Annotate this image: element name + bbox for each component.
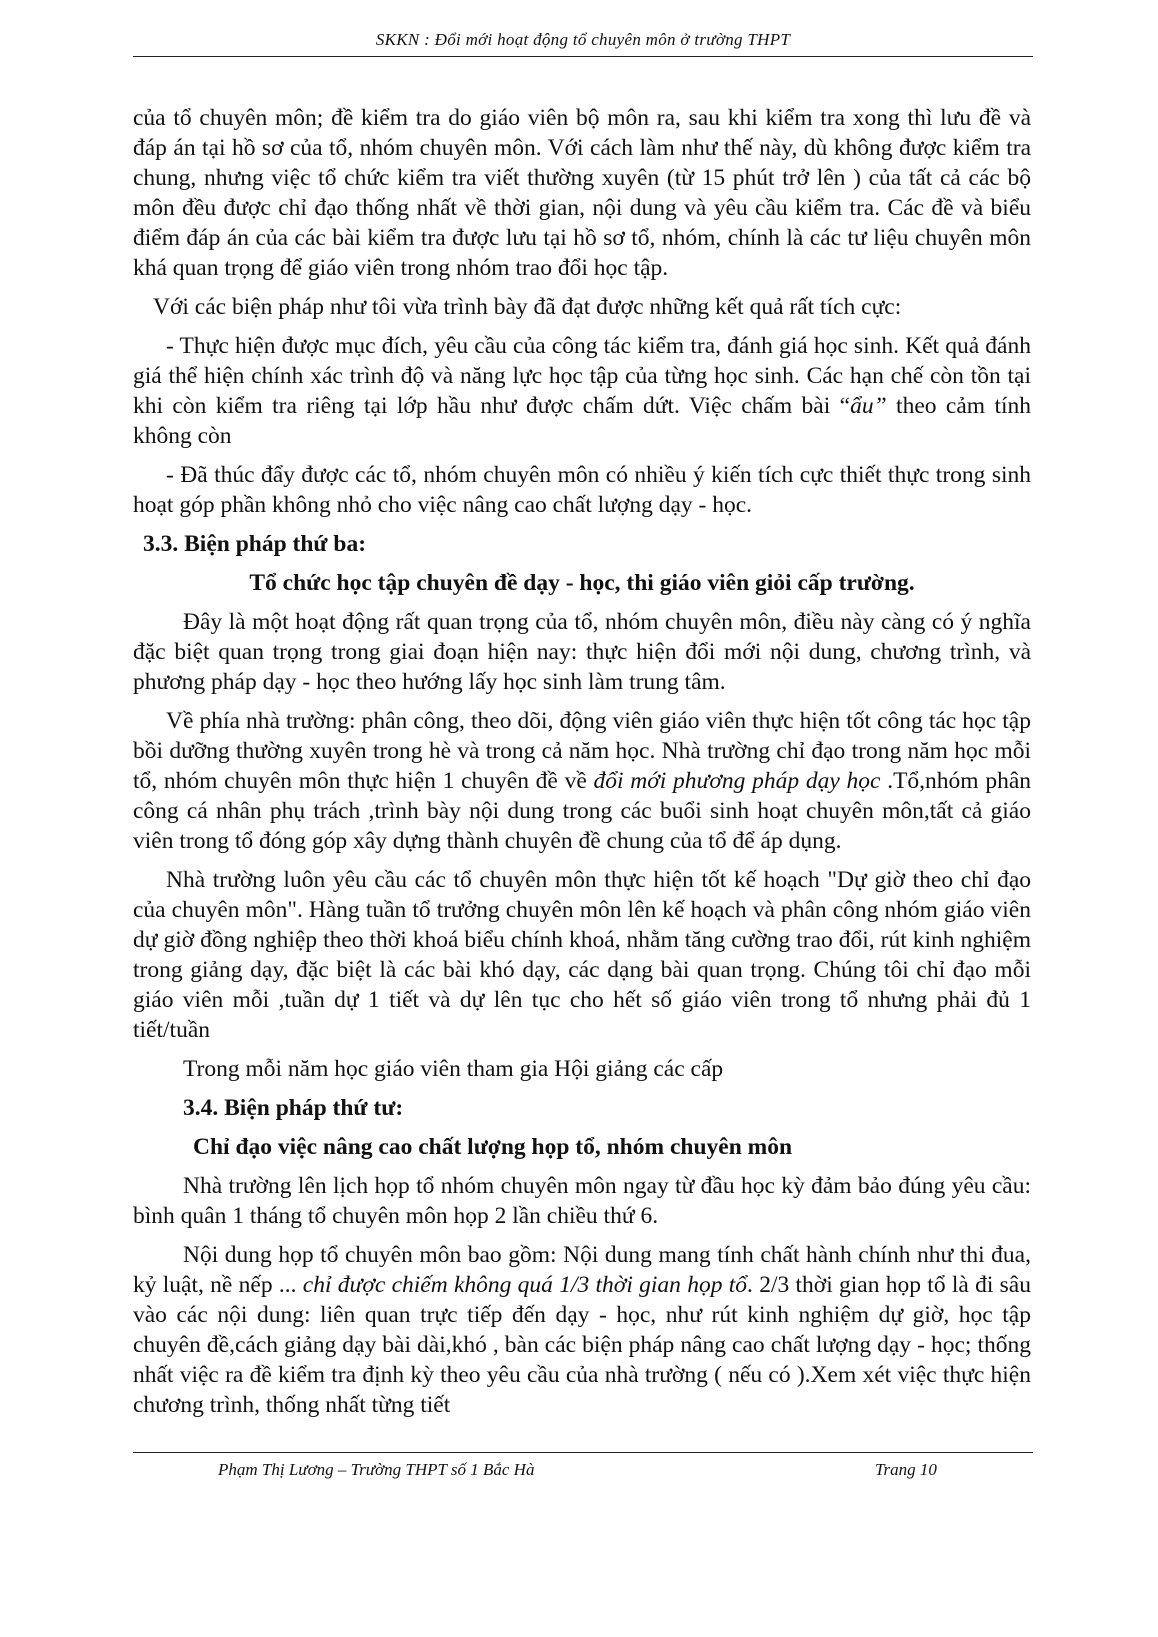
paragraph-2: Với các biện pháp như tôi vừa trình bày đã đạt được những kết quả rất tích cực: <box>153 294 902 320</box>
section-heading-3-4: 3.4. Biện pháp thứ tư: <box>183 1095 404 1121</box>
paragraph-10-text: Nội dung họp tổ chuyên môn bao gồm: Nội dung mang tính chất hành chính như thi đua, kỷ luật, nề nếp ... <box>133 1242 1031 1298</box>
paragraph-10-emphasis: chỉ được chiếm không quá 1/3 thời gian họp tổ <box>302 1272 748 1298</box>
page-header-title: SKKN : Đổi mới hoạt động tổ chuyên môn ở trường THPT <box>375 30 791 49</box>
footer-author: Phạm Thị Lương – Trường THPT số 1 Bắc Hà <box>218 1460 535 1479</box>
paragraph-3-text-end: theo cảm tính không còn <box>133 393 1031 449</box>
paragraph-6 <box>133 706 1031 856</box>
section-heading-3-3: 3.3. Biện pháp thứ ba: <box>143 531 367 557</box>
paragraph-5: Đây là một hoạt động rất quan trọng của tổ, nhóm chuyên môn, điều này càng có ý nghĩa đặc biệt quan trọng trong giai đoạn hiện nay: thực hiện đổi mới nội dung, chương trình, và phương pháp dạy - học theo hướng lấy học sinh làm trung tâm. <box>133 609 1031 695</box>
footer-page-number: Trang 10 <box>875 1460 937 1479</box>
paragraph-6-text: Về phía nhà trường: phân công, theo dõi, động viên giáo viên thực hiện tốt công tác học tập bồi dưỡng thường xuyên trong hè và trong cả năm học. Nhà trường chỉ đạo trong năm học mỗi tổ, nhóm chuyên môn thực hiện 1 chuyên đề về <box>133 708 1031 794</box>
section-subheading-3-4: Chỉ đạo việc nâng cao chất lượng họp tổ, nhóm chuyên môn <box>193 1134 793 1160</box>
paragraph-6-text-end: .Tổ,nhóm phân công cá nhân phụ trách ,trình bày nội dung trong các buổi sinh hoạt chuyên môn,tất cả giáo viên trong tổ đóng góp xây dựng thành chuyên đề chung của tổ để áp dụng. <box>133 768 1031 854</box>
paragraph-6-emphasis: đổi mới phương pháp dạy học <box>593 768 881 794</box>
paragraph-7: Nhà trường luôn yêu cầu các tổ chuyên môn thực hiện tốt kế hoạch "Dự giờ theo chỉ đạo của chuyên môn". Hàng tuần tổ trưởng chuyên môn lên kế hoạch và phân công nhóm giáo viên dự giờ đồng nghiệp theo thời khoá biểu chính khoá, nhằm tăng cường trao đổi, rút kinh nghiệm trong giảng dạy, đặc biệt là các bài khó dạy, các dạng bài quan trọng. Chúng tôi chỉ đạo mỗi giáo viên mỗi ,tuần dự 1 tiết và dự lên tục cho hết số giáo viên trong tổ nhưng phải đủ 1 tiết/tuần <box>133 867 1031 1043</box>
paragraph-10-text-end: . 2/3 thời gian họp tổ là đi sâu vào các nội dung: liên quan trực tiếp đến dạy - học, như rút kinh nghiệm dự giờ, học tập chuyên đề,cách giảng dạy bài dài,khó , bàn các biện pháp nâng cao chất lượng dạy - học; thống nhất việc ra đề kiểm tra định kỳ theo yêu cầu của nhà trường ( nếu có ).Xem xét việc thực hiện chương trình, thống nhất từng tiết <box>133 1272 1031 1418</box>
paragraph-4: - Đã thúc đẩy được các tổ, nhóm chuyên môn có nhiều ý kiến tích cực thiết thực trong sinh hoạt góp phần không nhỏ cho việc nâng cao chất lượng dạy - học. <box>133 462 1031 518</box>
document-body <box>133 103 1031 1420</box>
paragraph-3 <box>133 331 1031 451</box>
paragraph-10 <box>133 1240 1031 1420</box>
paragraph-3-emphasis: ẩu” <box>850 393 887 419</box>
section-subheading-3-3: Tổ chức học tập chuyên đề dạy - học, thi giáo viên giỏi cấp trường. <box>249 570 915 596</box>
header-divider <box>133 56 1033 57</box>
paragraph-9: Nhà trường lên lịch họp tổ nhóm chuyên môn ngay từ đầu học kỳ đảm bảo đúng yêu cầu: bình quân 1 tháng tổ chuyên môn họp 2 lần chiều thứ 6. <box>133 1173 1031 1229</box>
paragraph-1: của tổ chuyên môn; đề kiểm tra do giáo viên bộ môn ra, sau khi kiểm tra xong thì lưu đề và đáp án tại hồ sơ của tổ, nhóm chuyên môn. Với cách làm như thế này, dù không được kiểm tra chung, nhưng việc tổ chức kiểm tra viết thường xuyên (từ 15 phút trở lên ) của tất cả các bộ môn đều được chỉ đạo thống nhất về thời gian, nội dung và yêu cầu kiểm tra. Các đề và biểu điểm đáp án của các bài kiểm tra được lưu tại hồ sơ tổ, nhóm, chính là các tư liệu chuyên môn khá quan trọng để giáo viên trong nhóm trao đổi học tập. <box>133 105 1031 281</box>
footer-divider <box>133 1452 1033 1453</box>
paragraph-8: Trong mỗi năm học giáo viên tham gia Hội giảng các cấp <box>183 1056 724 1082</box>
paragraph-3-text: - Thực hiện được mục đích, yêu cầu của công tác kiểm tra, đánh giá học sinh. Kết quả đánh giá thể hiện chính xác trình độ và năng lực học tập của từng học sinh. Các hạn chế còn tồn tại khi còn kiểm tra riêng tại lớp hầu như được chấm dứt. Việc chấm bài “ <box>133 333 1031 419</box>
